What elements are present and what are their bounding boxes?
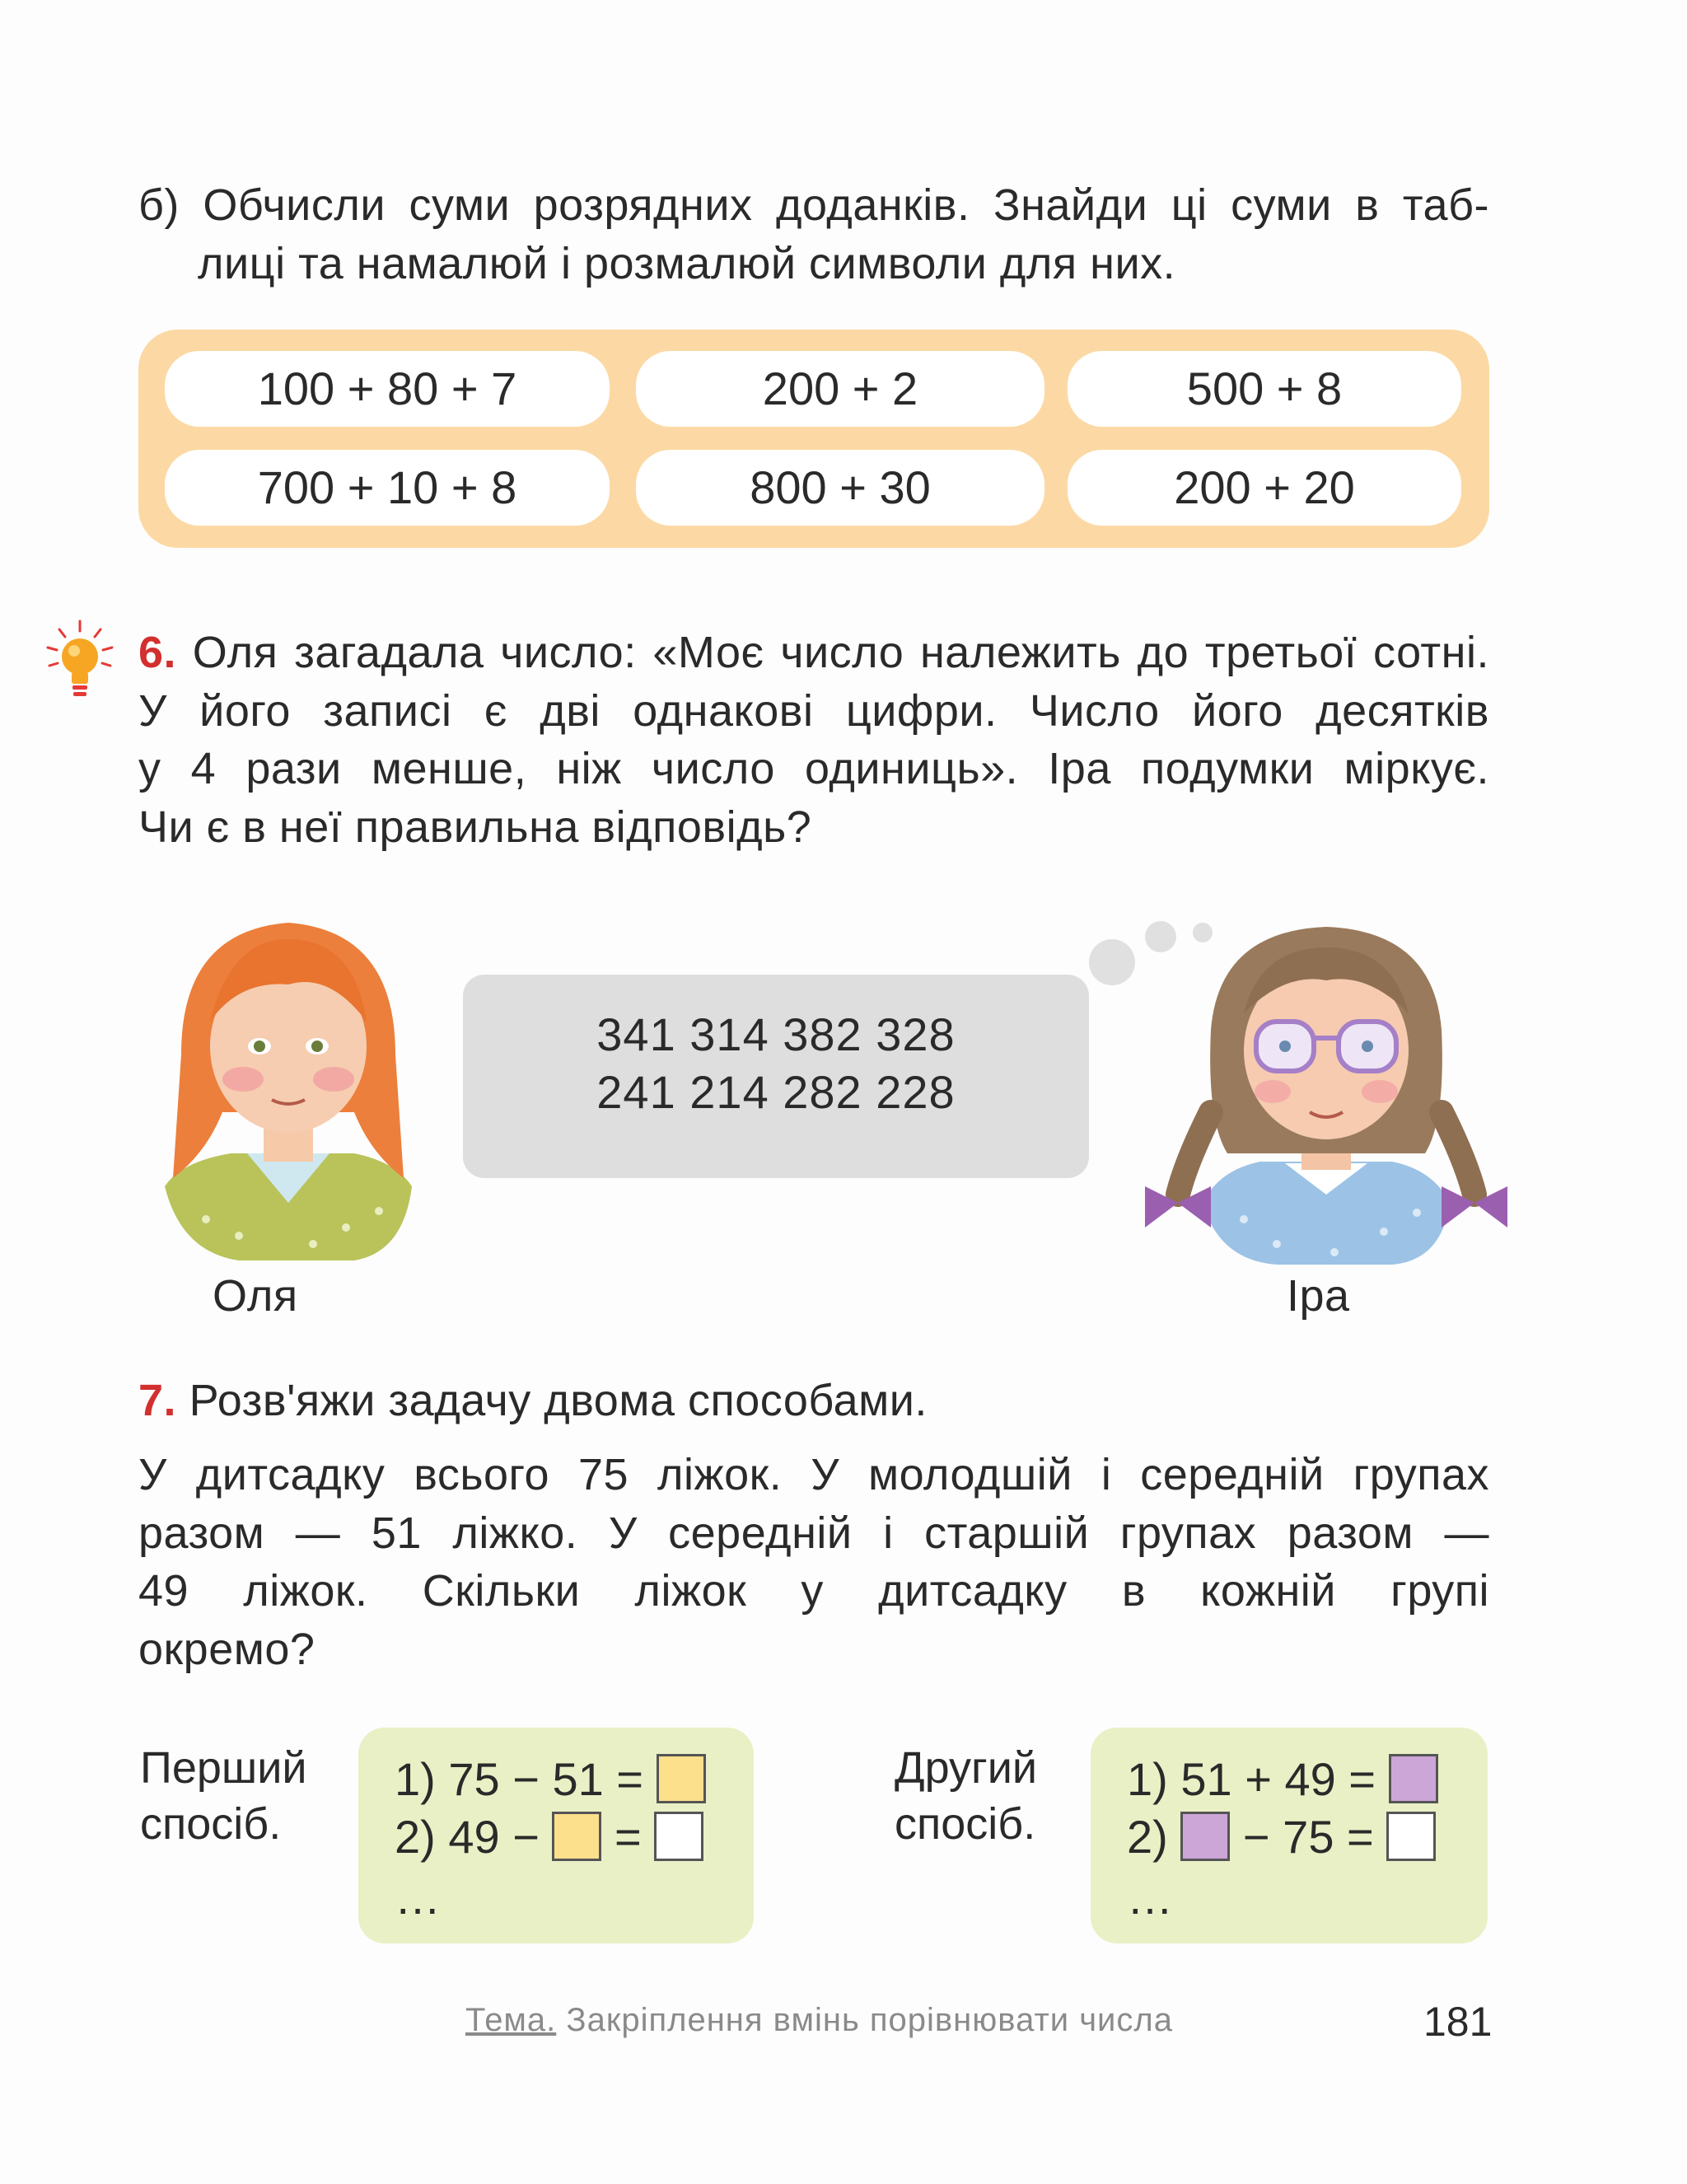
method-2-eq-1 bbox=[1127, 1751, 1438, 1808]
method-1-eq-1 bbox=[395, 1751, 706, 1808]
task-6-line-2: У його записі є дві однакові цифри. Число його десятків bbox=[138, 686, 1489, 736]
task-b-line-1: б) Обчисли суми розрядних доданків. Знайди ці суми в таб- bbox=[138, 180, 1489, 230]
sum-cell-1: 100 + 80 + 7 bbox=[165, 351, 610, 427]
task-6-line-3: у 4 рази менше, ніж число одиниць». Іра подумки міркує. bbox=[138, 744, 1489, 793]
method-1-eq-2 bbox=[395, 1808, 703, 1866]
task-6-line-4: Чи є в неї правильна відповідь? bbox=[138, 802, 812, 852]
ira-label: Іра bbox=[1287, 1271, 1350, 1321]
lightbulb-icon bbox=[43, 620, 117, 710]
method-1-panel bbox=[358, 1728, 754, 1943]
method-1-eq-1-text: 1) 75 − 51 = bbox=[395, 1753, 644, 1805]
answer-box-yellow[interactable] bbox=[552, 1812, 601, 1861]
task-7-number: 7. bbox=[138, 1376, 177, 1425]
method-2-panel bbox=[1091, 1728, 1488, 1943]
method-1-eq-2-mid: = bbox=[615, 1811, 642, 1863]
method-2-dots: … bbox=[1127, 1872, 1173, 1924]
bubble-row-1: 341 314 382 328 bbox=[596, 1008, 956, 1060]
method-1-eq-2-text: 2) 49 − bbox=[395, 1811, 540, 1863]
sum-cell-5: 800 + 30 bbox=[636, 450, 1044, 526]
method-2-label-1: Другий bbox=[895, 1743, 1038, 1793]
task-7-line-1: У дитсадку всього 75 ліжок. У молодшій і середній групах bbox=[138, 1450, 1489, 1499]
task-7-heading bbox=[138, 1372, 1489, 1430]
task-6-line-1 bbox=[138, 624, 1489, 682]
olya-illustration bbox=[148, 906, 428, 1269]
sum-cell-6: 200 + 20 bbox=[1068, 450, 1461, 526]
answer-box-empty[interactable] bbox=[1386, 1812, 1436, 1861]
page-number: 181 bbox=[1423, 1999, 1493, 2045]
method-2-label-2: спосіб. bbox=[895, 1799, 1036, 1849]
answer-box-empty[interactable] bbox=[654, 1812, 703, 1861]
sum-cell-3: 500 + 8 bbox=[1068, 351, 1461, 427]
task-7-line-4: окремо? bbox=[138, 1625, 315, 1674]
answer-box-violet[interactable] bbox=[1180, 1812, 1230, 1861]
sum-cell-4: 700 + 10 + 8 bbox=[165, 450, 610, 526]
task-b-line-2: лиці та намалюй і розмалюй символи для них. bbox=[198, 239, 1176, 288]
bubble-row-2: 241 214 282 228 bbox=[596, 1066, 956, 1118]
method-2-eq-2-text: 2) bbox=[1127, 1811, 1168, 1863]
method-1-label-2: спосіб. bbox=[140, 1799, 282, 1849]
method-2-eq-1-text: 1) 51 + 49 = bbox=[1127, 1753, 1376, 1805]
method-1-label-1: Перший bbox=[140, 1743, 307, 1793]
task-7-line-3: 49 ліжок. Скільки ліжок у дитсадку в кожній групі bbox=[138, 1566, 1489, 1616]
method-2-eq-2-mid: − 75 = bbox=[1242, 1811, 1374, 1863]
olya-label: Оля bbox=[213, 1271, 298, 1321]
task-6-line-1-text: Оля загадала число: «Моє число належить до третьої сотні. bbox=[192, 628, 1489, 677]
task-6-number: 6. bbox=[138, 628, 177, 677]
footer-topic-label: Тема. bbox=[465, 2002, 557, 2038]
task-7-line-2: разом — 51 ліжко. У середній і старшій групах разом — bbox=[138, 1508, 1489, 1558]
method-1-dots: … bbox=[395, 1872, 441, 1924]
answer-box-yellow[interactable] bbox=[657, 1754, 706, 1803]
thought-bubble bbox=[463, 975, 1089, 1178]
task-7-heading-text: Розв'яжи задачу двома способами. bbox=[189, 1376, 928, 1425]
sum-cell-2: 200 + 2 bbox=[636, 351, 1044, 427]
sums-table bbox=[138, 330, 1489, 548]
footer-topic bbox=[465, 2002, 1173, 2039]
method-2-eq-2 bbox=[1127, 1808, 1436, 1866]
ira-illustration bbox=[1120, 906, 1516, 1269]
footer-topic-text: Закріплення вмінь порівнювати числа bbox=[566, 2002, 1173, 2038]
answer-box-violet[interactable] bbox=[1389, 1754, 1438, 1803]
